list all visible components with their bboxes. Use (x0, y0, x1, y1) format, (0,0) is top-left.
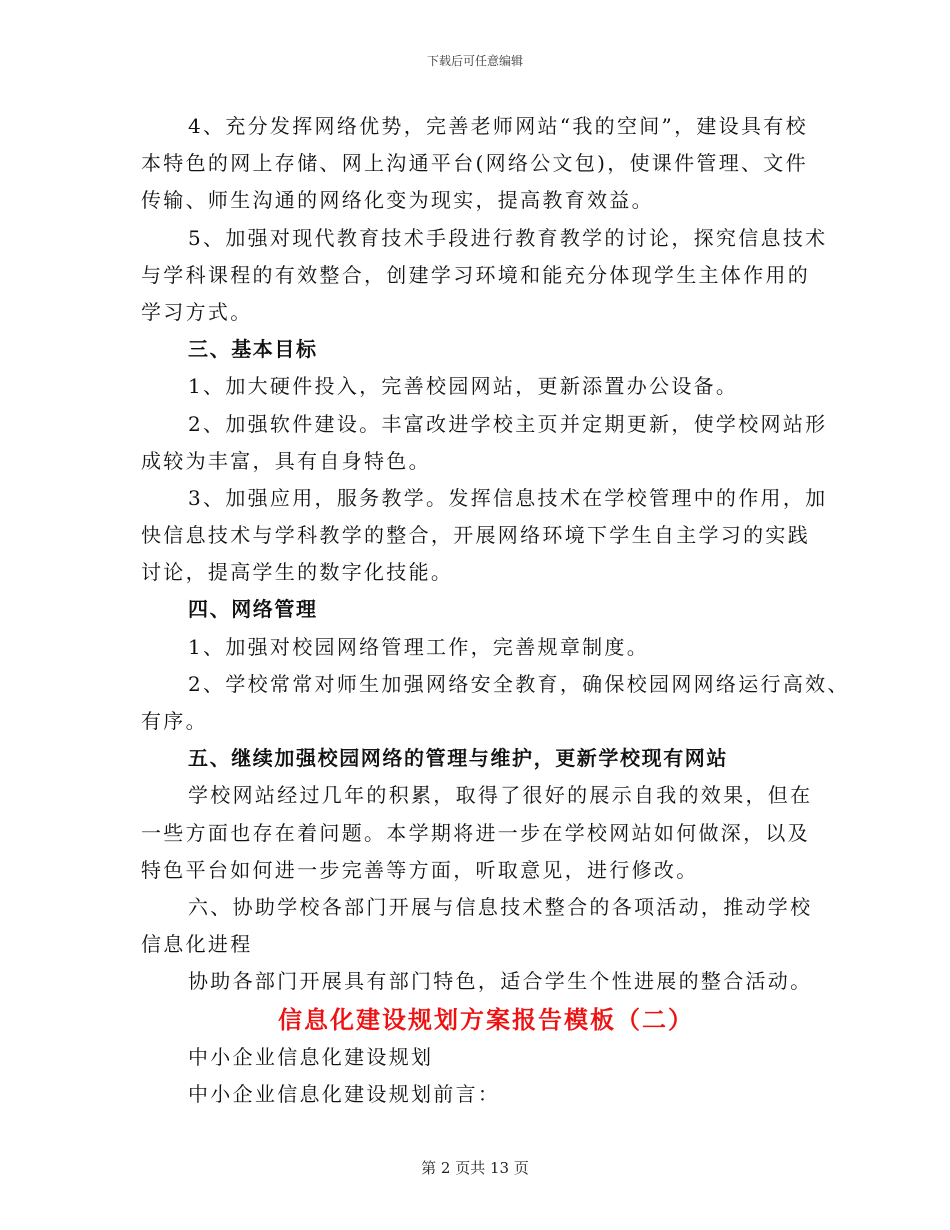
section-6-heading-line-2: 信息化进程 (141, 932, 253, 957)
section-3-item-2-line-2: 成较为丰富，具有自身特色。 (141, 448, 431, 473)
section-4-item-2-line-1: 2、学校常常对师生加强网络安全教育，确保校园网网络运行高效、 (188, 671, 850, 696)
paragraph-5-line-3: 学习方式。 (141, 299, 253, 324)
section-4-item-1: 1、加强对校园网络管理工作，完善规章制度。 (188, 634, 650, 659)
section-3-item-1: 1、加大硬件投入，完善校园网站，更新添置办公设备。 (188, 374, 739, 399)
section-3-item-3-line-1: 3、加强应用，服务教学。发挥信息技术在学校管理中的作用，加 (188, 485, 828, 510)
paragraph-4-line-2: 本特色的网上存储、网上沟通平台(网络公文包)，使课件管理、文件 (141, 151, 808, 176)
page-footer: 第 2 页共 13 页 (421, 1159, 529, 1177)
section-3-item-3-line-3: 讨论，提高学生的数字化技能。 (141, 560, 454, 585)
tail-line-1: 中小企业信息化建设规划 (188, 1044, 434, 1069)
paragraph-4-line-3: 传输、师生沟通的网络化变为现实，提高教育效益。 (141, 188, 654, 213)
page-header: 下载后可任意编辑 (426, 54, 523, 68)
section-6-heading-line-1: 六、协助学校各部门开展与信息技术整合的各项活动，推动学校 (188, 894, 813, 919)
section-4-heading: 四、网络管理 (188, 597, 318, 622)
section-5-body-line-3: 特色平台如何进一步完善等方面，听取意见，进行修改。 (141, 857, 699, 882)
section-6-body: 协助各部门开展具有部门特色，适合学生个性进展的整合活动。 (188, 969, 813, 994)
paragraph-4-line-1: 4、充分发挥网络优势，完善老师网站“我的空间”，建设具有校 (188, 114, 808, 138)
section-3-item-2-line-1: 2、加强软件建设。丰富改进学校主页并定期更新，使学校网站形 (188, 411, 828, 436)
section-5-heading: 五、继续加强校园网络的管理与维护，更新学校现有网站 (188, 746, 728, 771)
section-3-heading: 三、基本目标 (188, 337, 318, 362)
paragraph-5-line-2: 与学科课程的有效整合，创建学习环境和能充分体现学生主体作用的 (141, 262, 810, 287)
document-body (141, 108, 850, 1113)
template-title: 信息化建设规划方案报告模板（二） (278, 1004, 694, 1034)
section-5-body-line-2: 一些方面也存在着问题。本学期将进一步在学校网站如何做深，以及 (141, 820, 810, 845)
tail-line-2: 中小企业信息化建设规划前言： (188, 1081, 501, 1106)
section-5-body-line-1: 学校网站经过几年的积累，取得了很好的展示自我的效果，但在 (188, 783, 813, 808)
section-4-item-2-line-2: 有序。 (141, 709, 208, 733)
section-3-item-3-line-2: 快信息技术与学科教学的整合，开展网络环境下学生自主学习的实践 (141, 523, 810, 548)
paragraph-5-line-1: 5、加强对现代教育技术手段进行教育教学的讨论，探究信息技术 (188, 225, 828, 250)
